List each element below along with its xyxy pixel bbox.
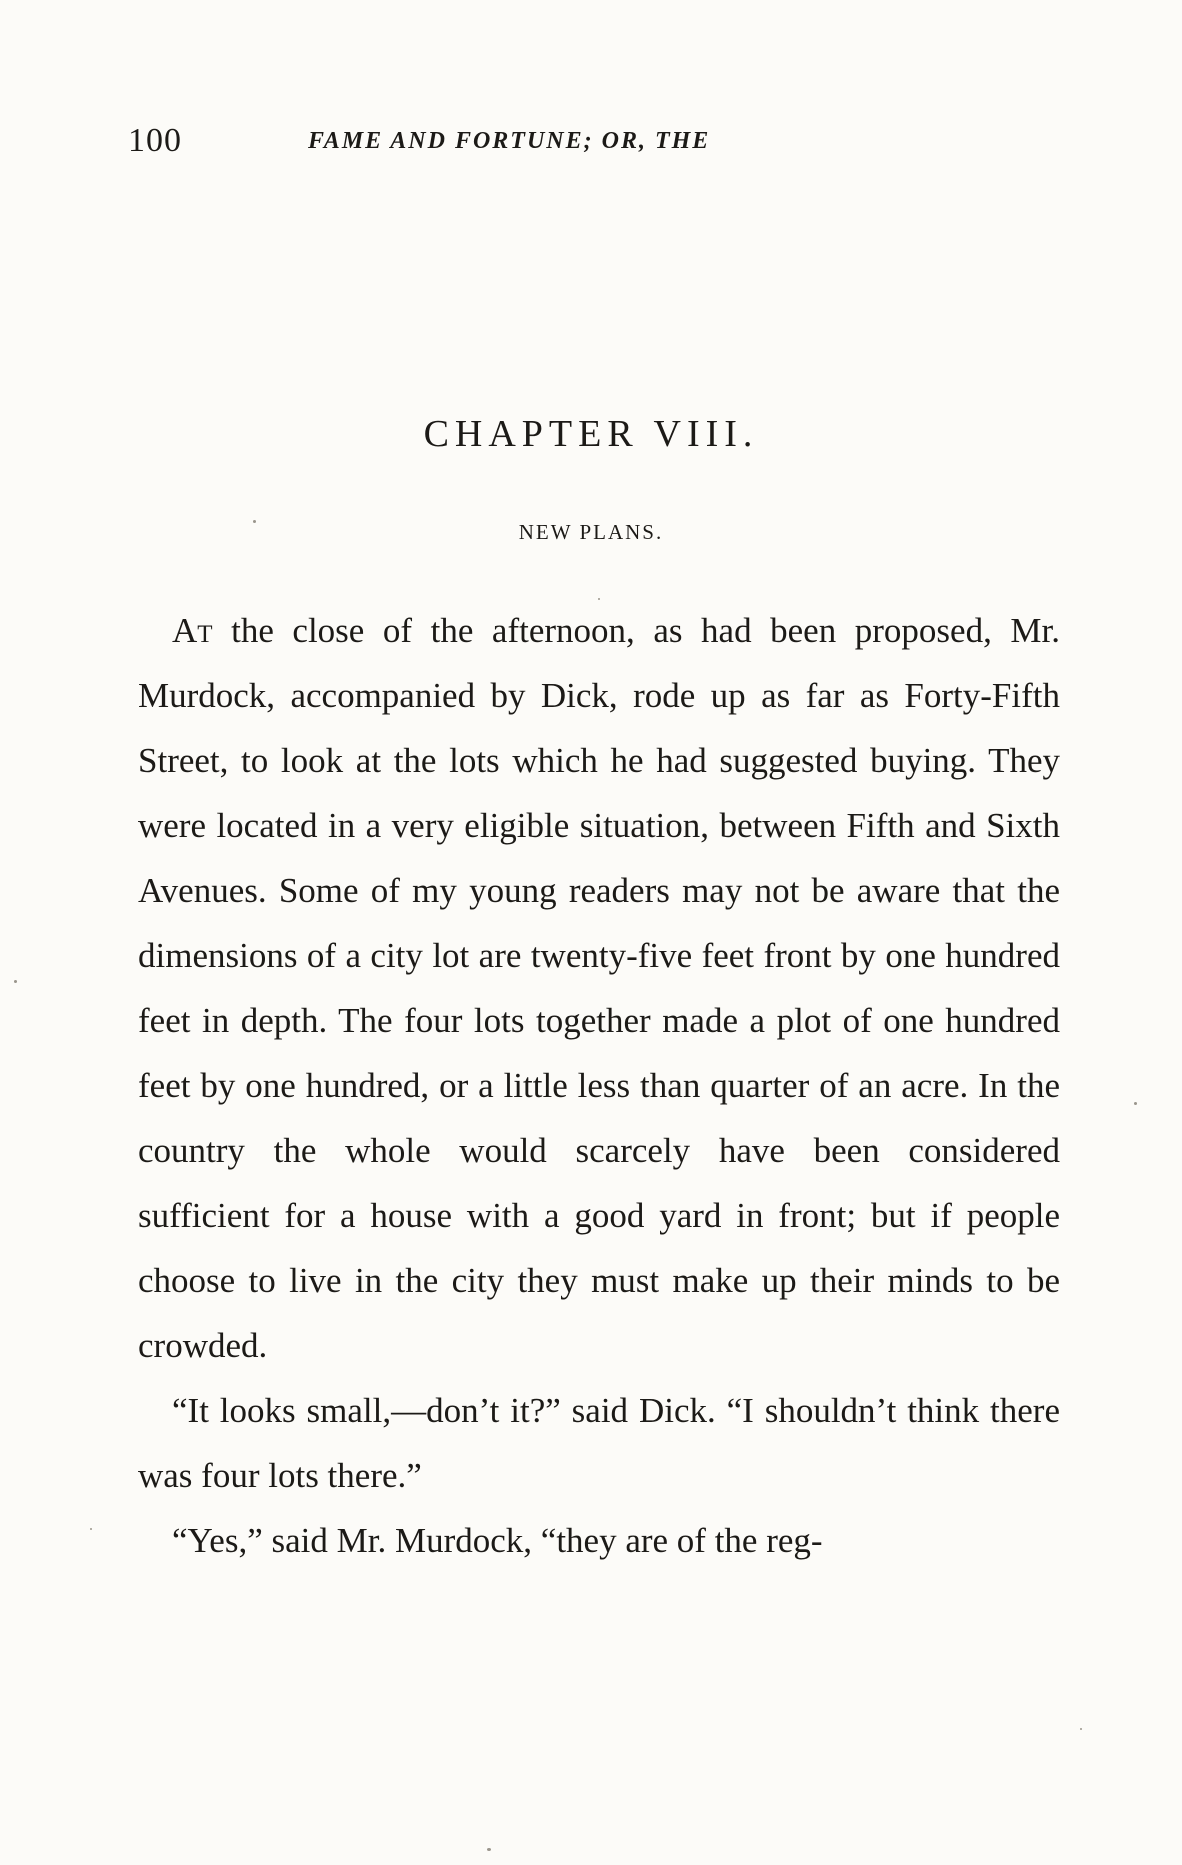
- chapter-subtitle: NEW PLANS.: [518, 520, 664, 544]
- paragraph-1: [138, 598, 1060, 1378]
- paragraph-3: “Yes,” said Mr. Murdock, “they are of the reg-: [172, 1521, 823, 1560]
- paper-speck: [1134, 1102, 1137, 1105]
- paper-speck: [487, 1848, 491, 1851]
- paper-speck: [14, 980, 17, 983]
- paper-speck: [1080, 1728, 1082, 1730]
- chapter-body: [138, 598, 1060, 1573]
- paragraph-1-text: the close of the afternoon, as had been proposed, Mr. Murdock, accompanied by Dick, rode up as far as Forty-Fifth Street, to look at the lots which he had suggested buying. They were located in a very eligible situation, between Fifth and Sixth Avenues. Some of my young readers may not be aware that the dimensions of a city lot are twenty-five feet front by one hundred feet in depth. The four lots together made a plot of one hundred feet by one hundred, or a little less than quarter of an acre. In the country the whole would scarcely have been considered sufficient for a house with a good yard in front; but if people choose to live in the city they must make up their minds to be crowded.: [138, 611, 1060, 1365]
- running-head: [128, 122, 888, 168]
- running-title: FAME AND FORTUNE; OR, THE: [308, 128, 711, 154]
- chapter-title: CHAPTER VIII.: [423, 413, 759, 455]
- page-number: 100: [128, 122, 182, 159]
- paper-speck: [253, 520, 256, 523]
- paper-speck: [598, 598, 600, 600]
- paper-speck: [90, 1528, 92, 1530]
- paragraph-2: “It looks small,—don’t it?” said Dick. “I shouldn’t think there was four lots there.”: [138, 1391, 1060, 1495]
- opening-word: At: [172, 611, 213, 650]
